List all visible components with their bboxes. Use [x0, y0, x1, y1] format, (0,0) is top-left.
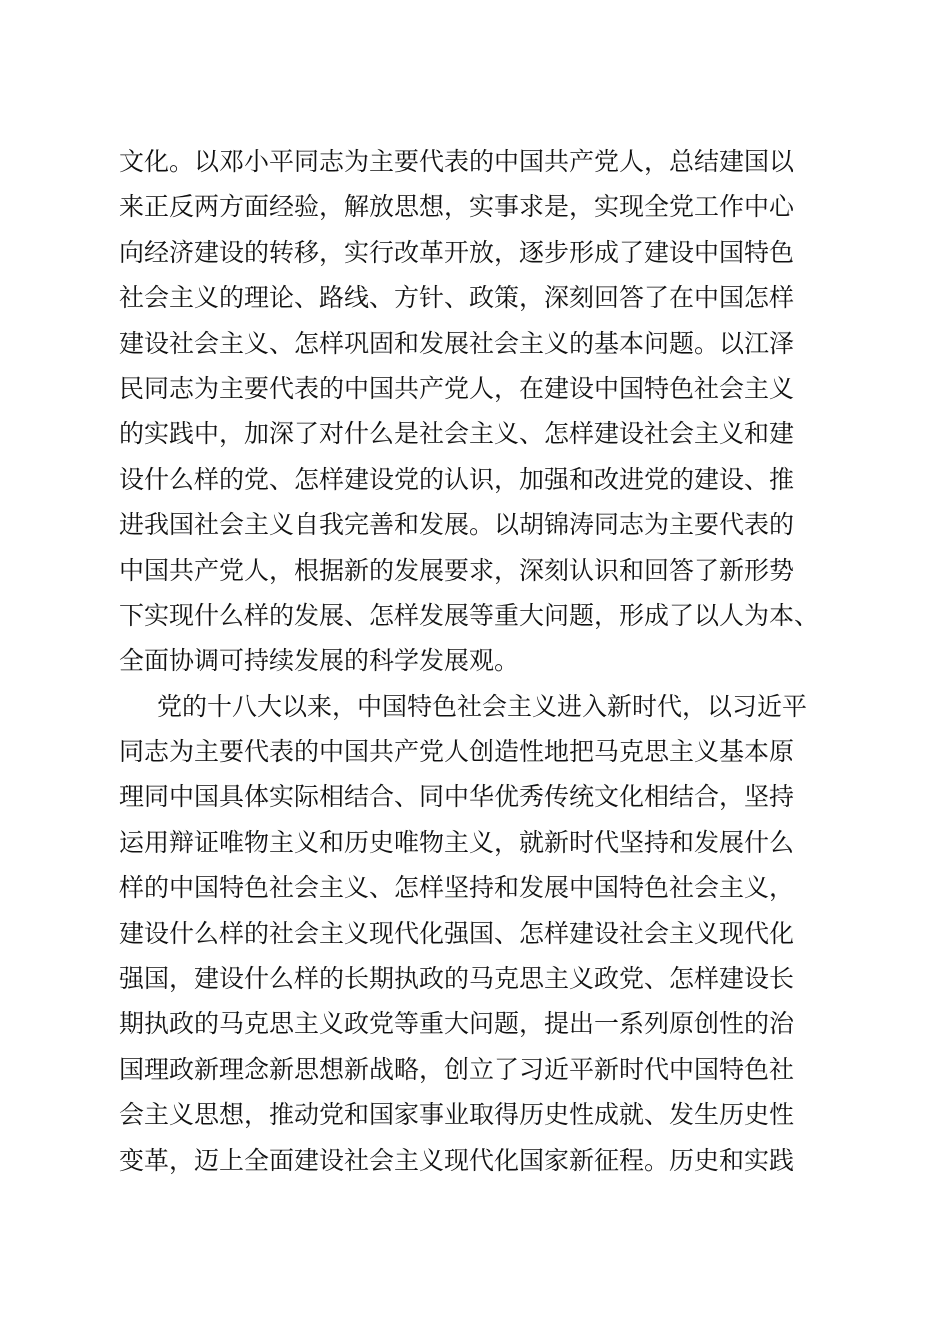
document-body	[119, 139, 879, 1183]
text-line: 建设社会主义、怎样巩固和发展社会主义的基本问题。以江泽	[119, 328, 795, 358]
text-line: 社会主义的理论、路线、方针、政策，深刻回答了在中国怎样	[119, 283, 795, 313]
text-line: 的实践中，加深了对什么是社会主义、怎样建设社会主义和建	[119, 419, 795, 449]
text-line: 样的中国特色社会主义、怎样坚持和发展中国特色社会主义，	[119, 873, 795, 903]
text-line: 期执政的马克思主义政党等重大问题，提出一系列原创性的治	[119, 1009, 795, 1039]
text-line-first: 党的十八大以来，中国特色社会主义进入新时代，以习近平	[157, 691, 808, 721]
text-line: 来正反两方面经验，解放思想，实事求是，实现全党工作中心	[119, 192, 795, 222]
text-line: 设什么样的党、怎样建设党的认识，加强和改进党的建设、推	[119, 464, 795, 494]
text-line: 进我国社会主义自我完善和发展。以胡锦涛同志为主要代表的	[119, 510, 795, 540]
text-line: 国理政新理念新思想新战略，创立了习近平新时代中国特色社	[119, 1054, 795, 1084]
text-line: 变革，迈上全面建设社会主义现代化国家新征程。历史和实践	[119, 1145, 795, 1175]
text-line: 会主义思想，推动党和国家事业取得历史性成就、发生历史性	[119, 1100, 795, 1130]
text-line: 运用辩证唯物主义和历史唯物主义，就新时代坚持和发展什么	[119, 827, 795, 857]
text-line: 文化。以邓小平同志为主要代表的中国共产党人，总结建国以	[119, 147, 795, 176]
text-line: 中国共产党人，根据新的发展要求，深刻认识和回答了新形势	[119, 555, 795, 585]
text-line: 理同中国具体实际相结合、同中华优秀传统文化相结合，坚持	[119, 782, 795, 812]
text-line: 民同志为主要代表的中国共产党人，在建设中国特色社会主义	[119, 373, 795, 403]
text-line: 下实现什么样的发展、怎样发展等重大问题，形成了以人为本、	[119, 600, 820, 630]
text-line: 建设什么样的社会主义现代化强国、怎样建设社会主义现代化	[119, 918, 795, 948]
paragraph-1	[119, 139, 879, 684]
text-line: 向经济建设的转移，实行改革开放，逐步形成了建设中国特色	[119, 237, 795, 267]
text-line: 同志为主要代表的中国共产党人创造性地把马克思主义基本原	[119, 737, 795, 767]
paragraph-2	[119, 684, 879, 1183]
text-line: 全面协调可持续发展的科学发展观。	[119, 646, 520, 676]
text-line: 强国，建设什么样的长期执政的马克思主义政党、怎样建设长	[119, 964, 795, 994]
